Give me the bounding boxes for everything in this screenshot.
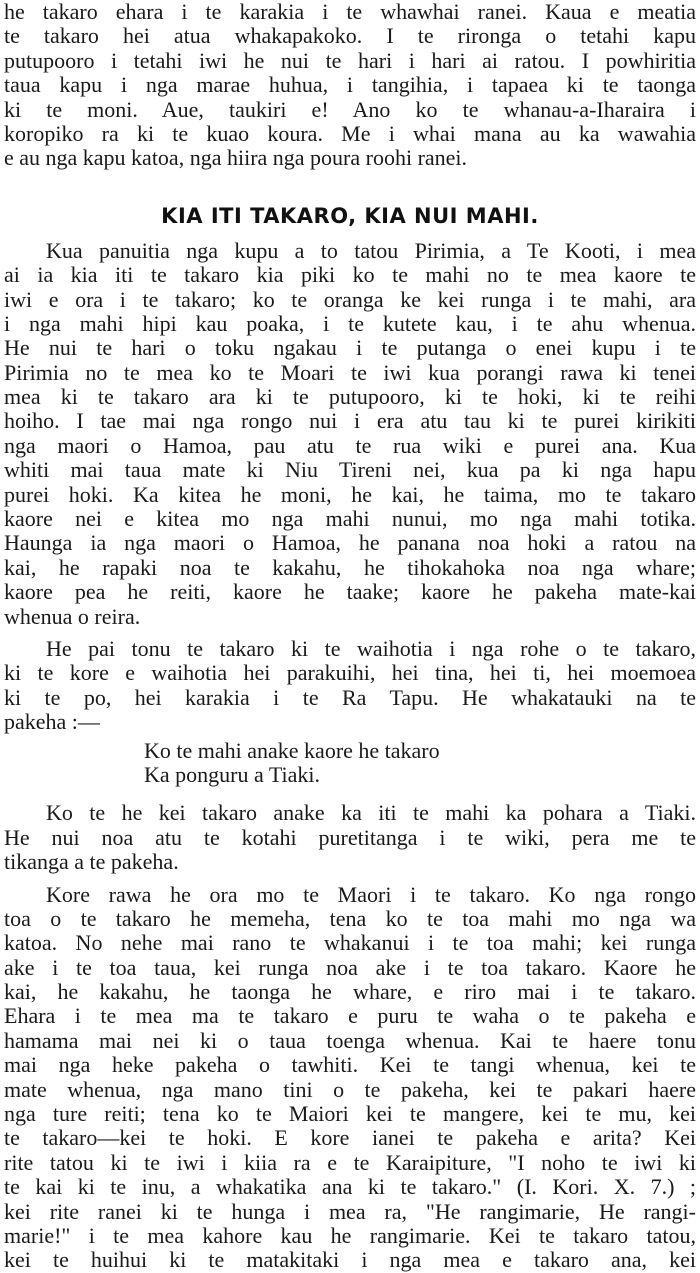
text-line: e au nga kapu katoa, nga hiira nga poura roohi ranei. — [4, 146, 468, 171]
text-line: Kore rawa he ora mo te Maori i te takaro. Ko nga rongo — [46, 882, 696, 907]
text-line: tikanga a te pakeha. — [4, 850, 179, 875]
text-line: pakeha :— — [4, 710, 100, 735]
intro-paragraph — [4, 0, 696, 171]
text-line: Kua panuitia nga kupu a to tatou Pirimia, a Te Kooti, i mea — [46, 238, 696, 263]
text-line: mea ki te takaro ara ki te putupooro, ki te hoki, ki te reihi — [4, 385, 696, 410]
text-line: te takaro hei atua whakapakoko. I te rironga o tetahi kapu — [4, 24, 696, 49]
text-line: koropiko ra ki te kuao koura. Me i whai mana au ka wawahia — [4, 121, 696, 146]
text-line: katoa. No nehe mai rano te whakanui i te toa mahi; kei runga — [4, 931, 696, 956]
text-line: kai, he kakahu, he taonga he whare, e riro mai i te takaro. — [4, 980, 696, 1005]
proverb-verse — [4, 739, 696, 788]
text-line: mai nga heke pakeha o tawhiti. Kei te tangi whenua, kei te — [4, 1053, 696, 1078]
article-heading: KIA ITI TAKARO, KIA NUI MAHI. — [161, 203, 539, 228]
text-line: kei te huihui ki te matakitaki i nga mea e takaro ana, kei — [4, 1248, 696, 1273]
text-line: kaore nei e kitea mo nga mahi nunui, mo nga mahi totika. — [4, 507, 696, 532]
text-line: nga ture reiti; tena ko te Maiori kei te mangere, kei te mu, kei — [4, 1102, 696, 1127]
text-line: He nui te hari o toku ngakau i te putanga o enei kupu i te — [4, 336, 696, 361]
text-line: Haunga ia nga maori o Hamoa, he panana noa hoki a ratou na — [4, 531, 696, 556]
text-line: hoiho. I tae mai nga rongo nui i era atu tau ki te purei kirikiti — [4, 409, 696, 434]
text-line: putupooro i tetahi iwi he nui te hari i hari ai ratou. I powhiritia — [4, 48, 696, 73]
text-line: purei hoki. Ka kitea he moni, he kai, he taima, mo te takaro — [4, 482, 696, 507]
text-line: Ko te he kei takaro anake ka iti te mahi ka pohara a Tiaki. — [46, 801, 696, 826]
text-line: ki te po, hei karakia i te Ra Tapu. He whakatauki na te — [4, 685, 696, 710]
text-line: kai, he rapaki noa te kakahu, he tihokahoka noa nga whare; — [4, 555, 696, 580]
text-line: te kai ki te inu, a whakatika ana ki te takaro." (I. Kori. X. 7.) ; — [4, 1175, 696, 1200]
text-line: ai ia kia iti te takaro kia piki ko te mahi no te mea kaore te — [4, 263, 696, 288]
paragraph-4 — [4, 883, 696, 1273]
text-line: kaore pea he reiti, kaore he taake; kaore he pakeha mate-kai — [4, 580, 696, 605]
verse-line: Ka ponguru a Tiaki. — [144, 762, 320, 787]
paragraph-gap — [4, 793, 696, 801]
paragraph-2 — [4, 637, 696, 735]
text-line: hamama mai nei ki o taua toenga whenua. Kai te haere tonu — [4, 1028, 696, 1053]
text-line: ki te kore e waihotia hei parakuihi, hei tina, hei ti, hei moemoea — [4, 661, 696, 686]
text-line: kei rite ranei ki te hunga i mea ra, "He rangimarie, He rangi- — [4, 1199, 696, 1224]
text-line: He nui noa atu te kotahi puretitanga i te wiki, pera me te — [4, 825, 696, 850]
paragraph-gap — [4, 875, 696, 883]
verse-line: Ko te mahi anake kaore he takaro — [144, 738, 440, 763]
text-line: Ehara i te mea ma te takaro e puru te waha o te pakeha e — [4, 1004, 696, 1029]
text-line: iwi e ora i te takaro; ko te oranga ke kei runga i te mahi, ara — [4, 287, 696, 312]
paragraph-1 — [4, 239, 696, 629]
paragraph-gap — [4, 629, 696, 637]
text-line: toa o te takaro he memeha, tena ko te toa mahi mo nga wa — [4, 906, 696, 931]
text-line: He pai tonu te takaro ki te waihotia i nga rohe o te takaro, — [46, 636, 696, 661]
text-line: whenua o reira. — [4, 604, 141, 629]
text-line: i nga mahi hipi kau poaka, i te kutete kau, i te ahu whenua. — [4, 311, 696, 336]
text-line: mate whenua, nga mano tini o te pakeha, kei te pakari haere — [4, 1077, 696, 1102]
text-line: ki te moni. Aue, taukiri e! Ano ko te whanau-a-Iharaira i — [4, 97, 696, 122]
text-line: taua kapu i nga marae huhua, i tangihia, i tapaea ki te taonga — [4, 73, 696, 98]
text-line: te takaro—kei te hoki. E kore ianei te pakeha e arita? Kei — [4, 1126, 696, 1151]
text-line: he takaro ehara i te karakia i te whawhai ranei. Kaua e meatia — [4, 0, 696, 24]
text-line: marie!" i te mea kahore kau he rangimarie. Kei te takaro tatou, — [4, 1223, 696, 1248]
text-line: nga maori o Hamoa, pau atu te rua wiki e purei ana. Kua — [4, 433, 696, 458]
paragraph-3 — [4, 801, 696, 874]
document-page — [4, 0, 696, 1273]
text-line: ake i te toa taua, kei runga noa ake i te toa takaro. Kaore he — [4, 955, 696, 980]
text-line: rite tatou ki te iwi i kiia ra e te Karaipiture, "I noho te iwi ki — [4, 1150, 696, 1175]
text-line: Pirimia no te mea ko te Moari te iwi kua porangi rawa ki tenei — [4, 360, 696, 385]
text-line: whiti mai taua mate ki Niu Tireni nei, kua pa ki nga hapu — [4, 458, 696, 483]
